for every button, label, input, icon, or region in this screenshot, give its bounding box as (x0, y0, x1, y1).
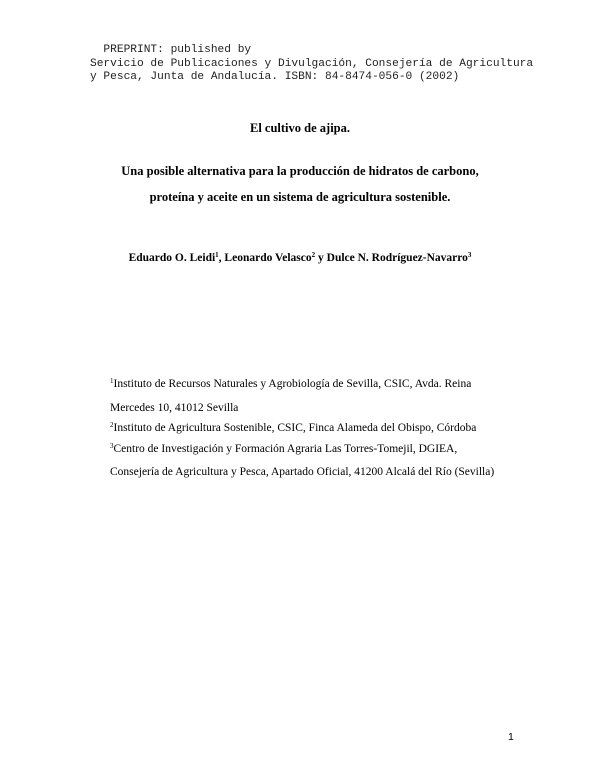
preprint-line-2: Servicio de Publicaciones y Divulgación, Consejería de Agricultura (90, 57, 534, 70)
affiliation-3 (110, 442, 540, 456)
preprint-notice (90, 44, 590, 85)
affiliation-mark-2: 2 (110, 421, 114, 429)
paper-subtitle-line-1: Una posible alternativa para la producción de hidratos de carbono, (121, 164, 479, 178)
preprint-line-1: PREPRINT: published by (90, 44, 252, 56)
page-number: 1 (508, 731, 514, 743)
author-affiliation-mark-1: 1 (215, 251, 219, 259)
affiliation-2-line-1: Instituto de Agricultura Sostenible, CSIC, Finca Alameda del Obispo, Córdoba (113, 422, 477, 434)
affiliation-2 (110, 421, 540, 435)
affiliation-3-line-1: Centro de Investigación y Formación Agraria Las Torres-Tomejil, DGIEA, (113, 443, 458, 455)
affiliation-mark-1: 1 (110, 377, 114, 385)
affiliation-1 (110, 377, 540, 391)
author-name-2: Leonardo Velasco (224, 252, 312, 264)
author-affiliation-mark-3: 3 (467, 251, 472, 259)
author-separator-2: y (315, 252, 327, 264)
author-list (0, 252, 600, 264)
preprint-line-3: y Pesca, Junta de Andalucía. ISBN: 84-8474-056-0 (2002) (90, 71, 460, 83)
author-affiliation-mark-2: 2 (311, 251, 316, 259)
paper-title: El cultivo de ajipa. (249, 121, 350, 135)
author-name-3: Dulce N. Rodríguez-Navarro (326, 252, 468, 264)
affiliation-1-line-1: Instituto de Recursos Naturales y Agrobiología de Sevilla, CSIC, Avda. Reina (113, 378, 472, 390)
paper-subtitle-line-2: proteína y aceite en un sistema de agricultura sostenible. (149, 190, 451, 204)
author-name-1: Eduardo O. Leidi (128, 252, 216, 264)
affiliation-mark-3: 3 (110, 442, 114, 450)
affiliation-3-continued: Consejería de Agricultura y Pesca, Apartado Oficial, 41200 Alcalá del Río (Sevilla) (110, 466, 495, 478)
author-separator-1: , (218, 252, 225, 264)
affiliation-1-continued: Mercedes 10, 41012 Sevilla (110, 402, 239, 414)
